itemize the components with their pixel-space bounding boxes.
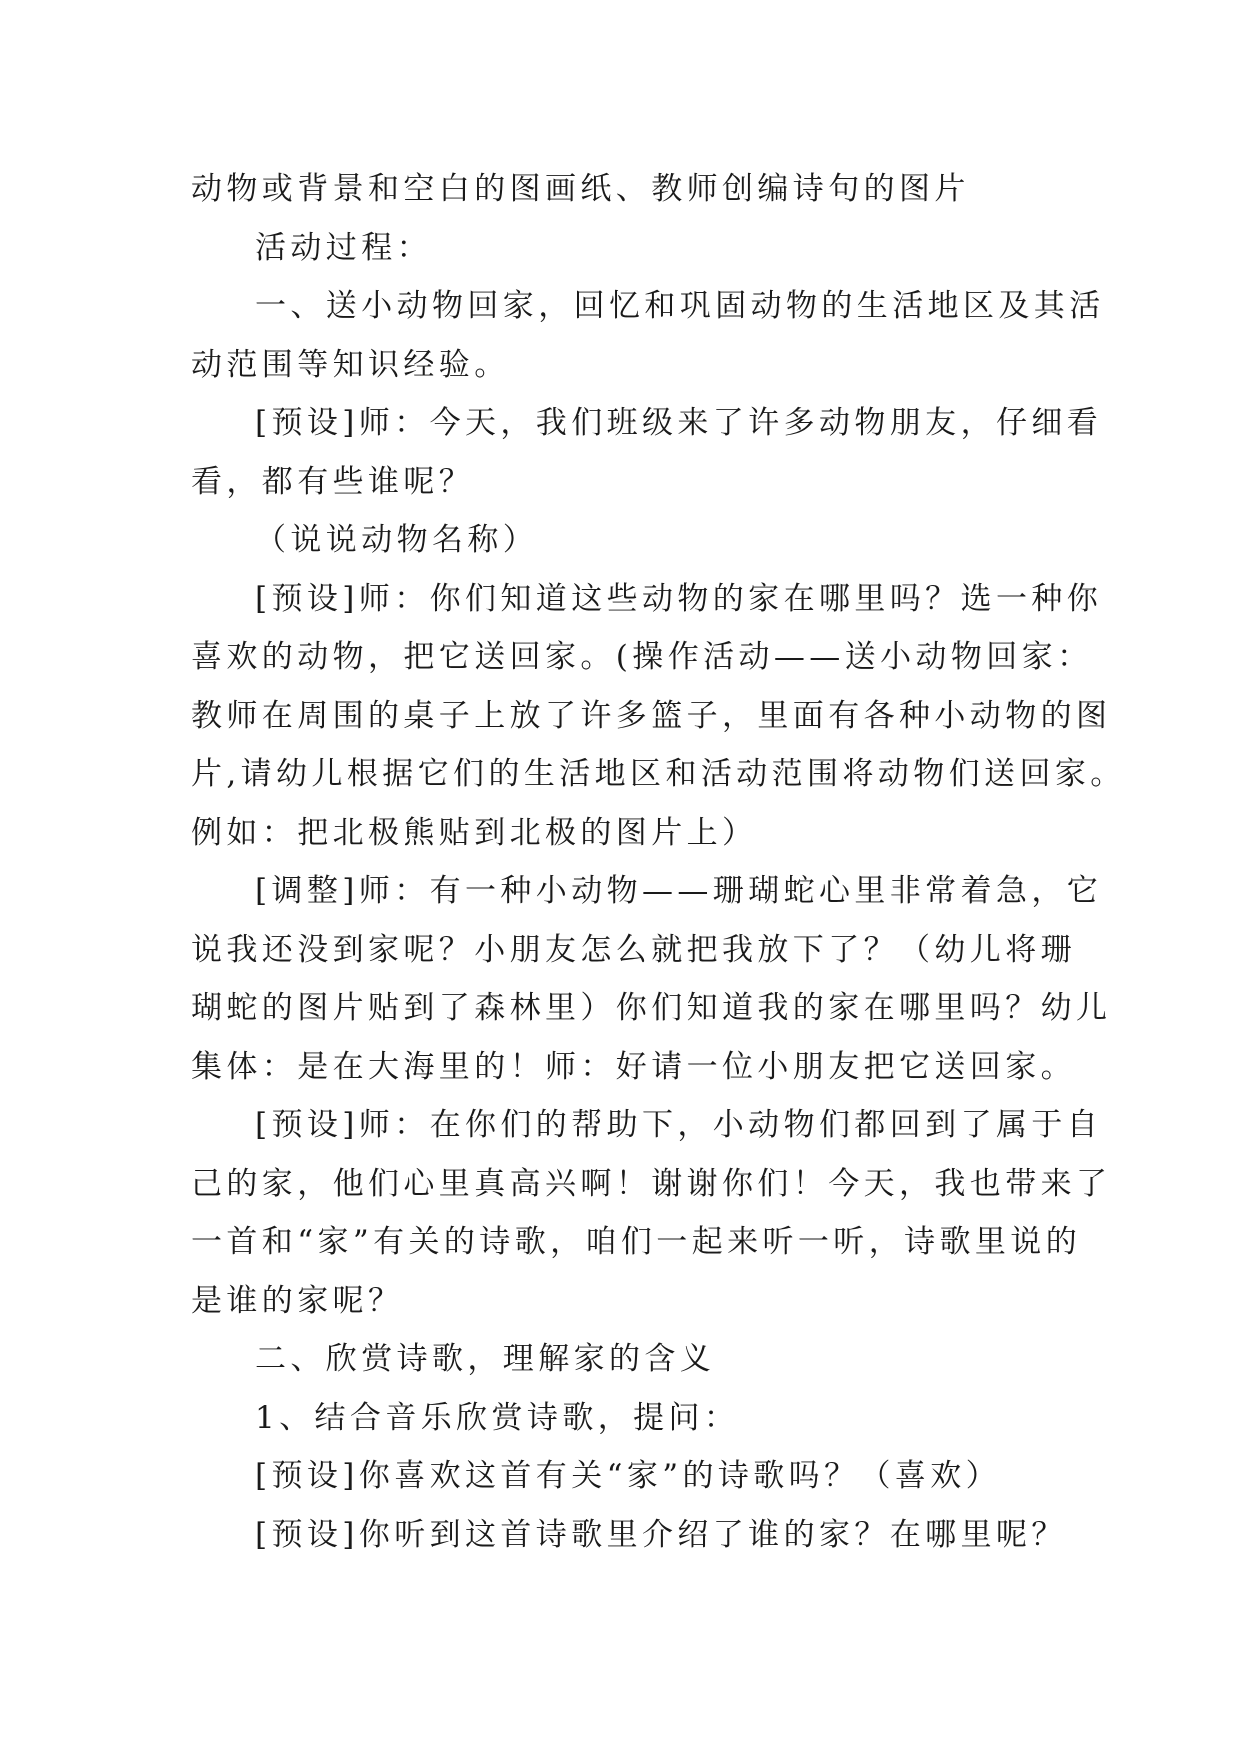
text-line: [预设]你喜欢这首有关“家”的诗歌吗？（喜欢） — [255, 1458, 1002, 1494]
text-line: 看，都有些谁呢？ — [191, 463, 475, 500]
text-line: 1、结合音乐欣赏诗歌，提问： — [255, 1399, 740, 1436]
text-line: 是谁的家呢？ — [191, 1282, 404, 1319]
document-body — [191, 160, 1126, 1564]
text-line: 说我还没到家呢？小朋友怎么就把我放下了？（幼儿将珊 — [191, 931, 1076, 968]
text-line: 集体：是在大海里的！师：好请一位小朋友把它送回家。 — [191, 1048, 1076, 1085]
text-line: 喜欢的动物，把它送回家。(操作活动——送小动物回家： — [191, 639, 1093, 675]
text-line: 活动过程： — [255, 229, 432, 266]
text-line: 片,请幼儿根据它们的生活地区和活动范围将动物们送回家。 — [191, 756, 1126, 792]
text-line: 一、送小动物回家，回忆和巩固动物的生活地区及其活 — [255, 288, 1105, 324]
text-line: 二、欣赏诗歌，理解家的含义 — [255, 1341, 716, 1377]
text-line: [预设]师：你们知道这些动物的家在哪里吗？选一种你 — [255, 580, 1103, 617]
text-line: [调整]师：有一种小动物——珊瑚蛇心里非常着急，它 — [255, 873, 1103, 909]
text-line: 己的家，他们心里真高兴啊！谢谢你们！今天，我也带来了 — [191, 1165, 1112, 1202]
text-line: [预设]你听到这首诗歌里介绍了谁的家？在哪里呢？ — [255, 1516, 1067, 1553]
text-line: 教师在周围的桌子上放了许多篮子，里面有各种小动物的图 — [191, 697, 1112, 734]
text-line: 例如：把北极熊贴到北极的图片上） — [191, 814, 758, 851]
text-line: 动物或背景和空白的图画纸、教师创编诗句的图片 — [191, 171, 970, 207]
text-line: （说说动物名称） — [255, 522, 539, 558]
text-line: 一首和“家”有关的诗歌，咱们一起来听一听，诗歌里说的 — [191, 1224, 1082, 1260]
text-line: 动范围等知识经验。 — [191, 346, 510, 383]
text-line: [预设]师：在你们的帮助下，小动物们都回到了属于自 — [255, 1107, 1103, 1143]
text-line: [预设]师：今天，我们班级来了许多动物朋友，仔细看 — [255, 405, 1103, 441]
text-line: 瑚蛇的图片贴到了森林里）你们知道我的家在哪里吗？幼儿 — [191, 990, 1112, 1026]
